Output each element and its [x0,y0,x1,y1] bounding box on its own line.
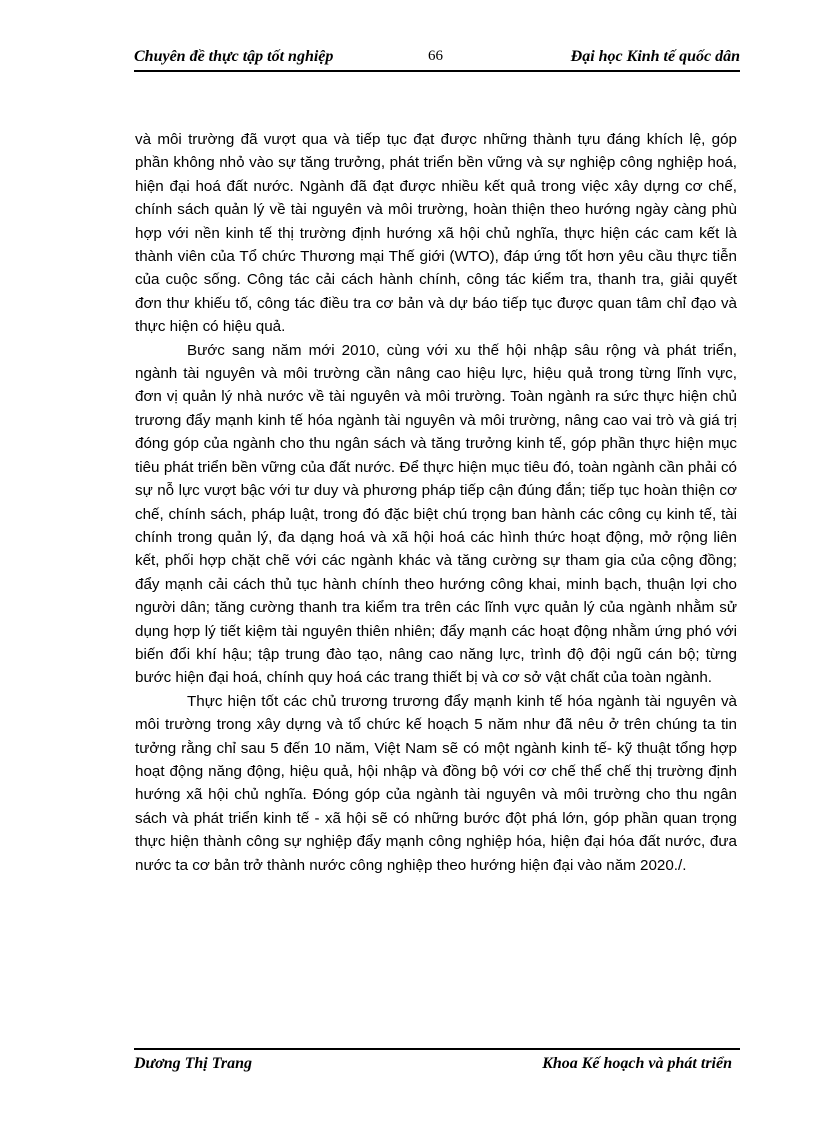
footer-author: Dương Thị Trang [134,1055,253,1072]
page-header [134,46,740,70]
body-text [135,128,737,877]
page-number: 66 [428,48,443,64]
paragraph-2: Bước sang năm mới 2010, cùng với xu thế hội nhập sâu rộng và phát triển, ngành tài nguyên và môi trường cần nâng cao hiệu lực, hiệu quả trong từng lĩnh vực, đơn vị quản lý nhà nước về tài nguyên và môi trường. Toàn ngành ra sức thực hiện chủ trương đẩy mạnh kinh tế hóa ngành tài nguyên và môi trường, nâng cao vai trò và giá trị đóng góp của ngành cho thu ngân sách và tăng trưởng kinh tế, góp phần thực hiện mục tiêu phát triển bền vững của đất nước. Để thực hiện mục tiêu đó, toàn ngành cần phải có sự nỗ lực vượt bậc với tư duy và phương pháp tiếp cận đúng đắn; tiếp tục hoàn thiện cơ chế, chính sách, pháp luật, trong đó đặc biệt chú trọng ban hành các công cụ kinh tế, tài chính trong quản lý, đa dạng hoá và xã hội hoá các hình thức hoạt động, mở rộng liên kết, phối hợp chặt chẽ với các ngành khác và tăng cường sự tham gia của cộng đồng; đẩy mạnh cải cách thủ tục hành chính theo hướng công khai, minh bạch, thuận lợi cho người dân; tăng cường thanh tra kiểm tra trên các lĩnh vực quản lý của ngành nhằm sử dụng hợp lý tiết kiệm tài nguyên thiên nhiên; đẩy mạnh các hoạt động nhằm ứng phó với biến đổi khí hậu; tập trung đào tạo, nâng cao năng lực, trình độ đội ngũ cán bộ; từng bước hiện đại hoá, chính quy hoá các trang thiết bị và cơ sở vật chất của toàn ngành. [135,341,737,687]
footer-divider [134,1048,740,1050]
page-footer [134,1055,732,1077]
paragraph-1: và môi trường đã vượt qua và tiếp tục đạt được những thành tựu đáng khích lệ, góp phần không nhỏ vào sự tăng trưởng, phát triển bền vững và sự nghiệp công nghiệp hoá, hiện đại hoá đất nước. Ngành đã đạt được nhiều kết quả trong việc xây dựng cơ chế, chính sách quản lý về tài nguyên và môi trường, hoàn thiện theo hướng ngày càng phù hợp với nền kinh tế thị trường định hướng xã hội chủ nghĩa, thực hiện các cam kết là thành viên của Tổ chức Thương mại Thế giới (WTO), đáp ứng tốt hơn yêu cầu thực tiễn của cuộc sống. Công tác cải cách hành chính, công tác kiểm tra, thanh tra, giải quyết đơn thư khiếu tố, công tác điều tra cơ bản và dự báo tiếp tục được quan tâm chỉ đạo và thực hiện có hiệu quả. [135,131,737,336]
header-university: Đại học Kinh tế quốc dân [570,48,740,65]
paragraph-3: Thực hiện tốt các chủ trương trương đẩy mạnh kinh tế hóa ngành tài nguyên và môi trường trong xây dựng và tổ chức kế hoạch 5 năm như đã nêu ở trên chúng ta tin tưởng rằng chỉ sau 5 đến 10 năm, Việt Nam sẽ có một ngành kinh tế- kỹ thuật tổng hợp hoạt động năng động, hiệu quả, hội nhập và đồng bộ với cơ chế thể chế thị trường định hướng xã hội chủ nghĩa. Đóng góp của ngành tài nguyên và môi trường cho thu ngân sách và phát triển kinh tế - xã hội sẽ có những bước đột phá lớn, góp phần quan trọng thực hiện thành công sự nghiệp đẩy mạnh công nghiệp hóa, hiện đại hóa đất nước, đưa nước ta cơ bản trở thành nước công nghiệp theo hướng hiện đại vào năm 2020./. [135,692,737,874]
header-document-title: Chuyên đề thực tập tốt nghiệp [134,48,334,65]
footer-department: Khoa Kế hoạch và phát triển [542,1055,732,1072]
header-divider [134,70,740,72]
